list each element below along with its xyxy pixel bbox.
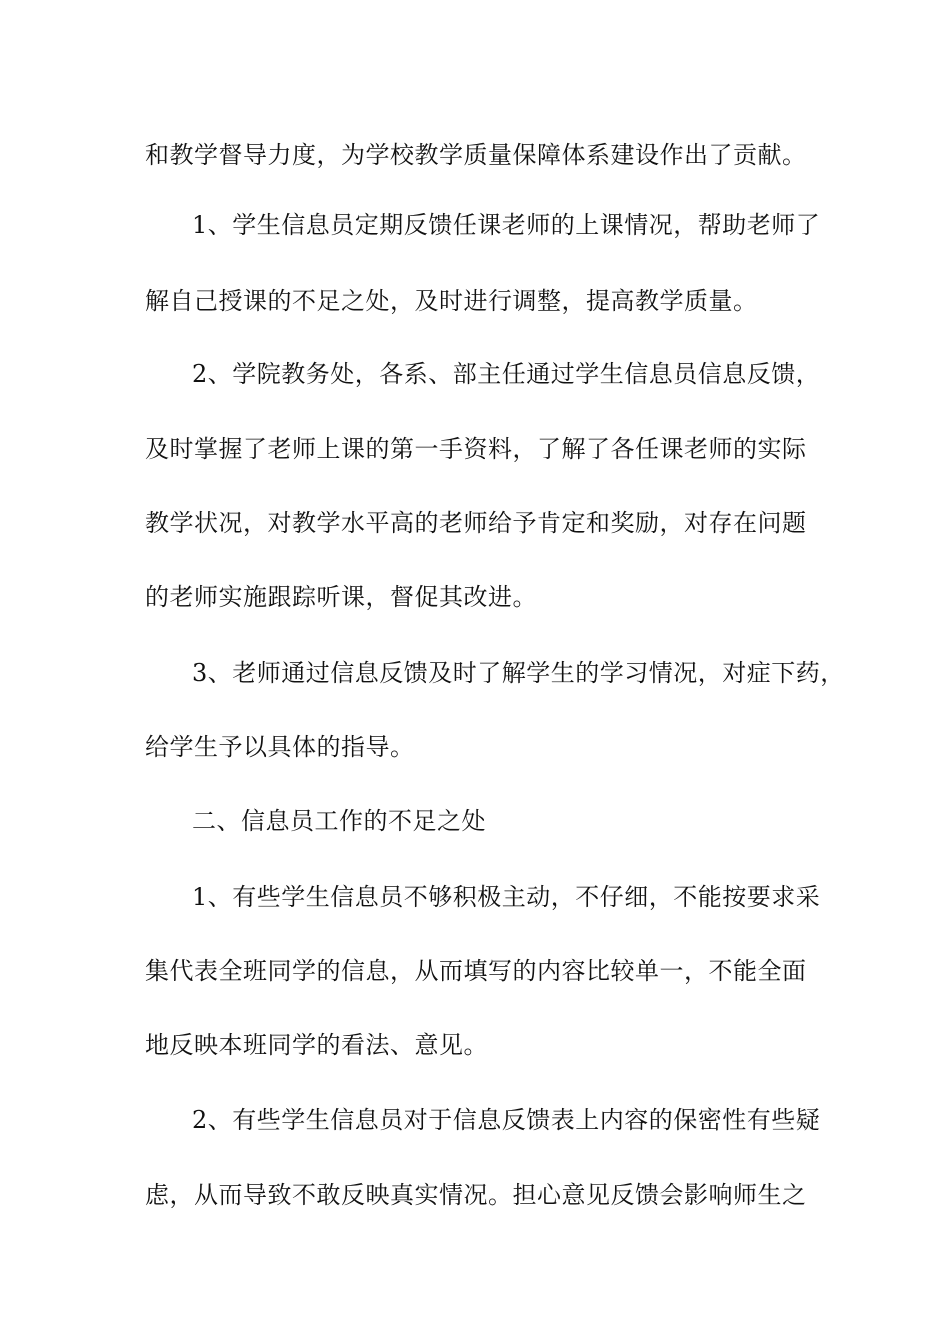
- text-line-7: 的老师实施跟踪听课，督促其改进。: [145, 583, 537, 611]
- text-line-5: 及时掌握了老师上课的第一手资料，了解了各任课老师的实际: [145, 435, 807, 463]
- text-line-14: 2、有些学生信息员对于信息反馈表上内容的保密性有些疑: [192, 1106, 821, 1134]
- text-line-6: 教学状况，对教学水平高的老师给予肯定和奖励，对存在问题: [145, 509, 807, 537]
- text-line-4: 2、学院教务处，各系、部主任通过学生信息员信息反馈，: [192, 360, 821, 388]
- text-line-1: 和教学督导力度，为学校教学质量保障体系建设作出了贡献。: [145, 141, 807, 169]
- text-line-12: 集代表全班同学的信息，从而填写的内容比较单一，不能全面: [145, 957, 807, 985]
- text-line-11: 1、有些学生信息员不够积极主动，不仔细，不能按要求采: [192, 883, 821, 911]
- text-line-3: 解自己授课的不足之处，及时进行调整，提高教学质量。: [145, 287, 758, 315]
- text-line-2: 1、学生信息员定期反馈任课老师的上课情况，帮助老师了: [192, 211, 821, 239]
- section-heading: 二、信息员工作的不足之处: [192, 807, 486, 835]
- text-line-9: 给学生予以具体的指导。: [145, 733, 415, 761]
- text-line-15: 虑，从而导致不敢反映真实情况。担心意见反馈会影响师生之: [145, 1181, 807, 1209]
- text-line-13: 地反映本班同学的看法、意见。: [145, 1031, 488, 1059]
- text-line-8: 3、老师通过信息反馈及时了解学生的学习情况，对症下药，: [192, 659, 845, 687]
